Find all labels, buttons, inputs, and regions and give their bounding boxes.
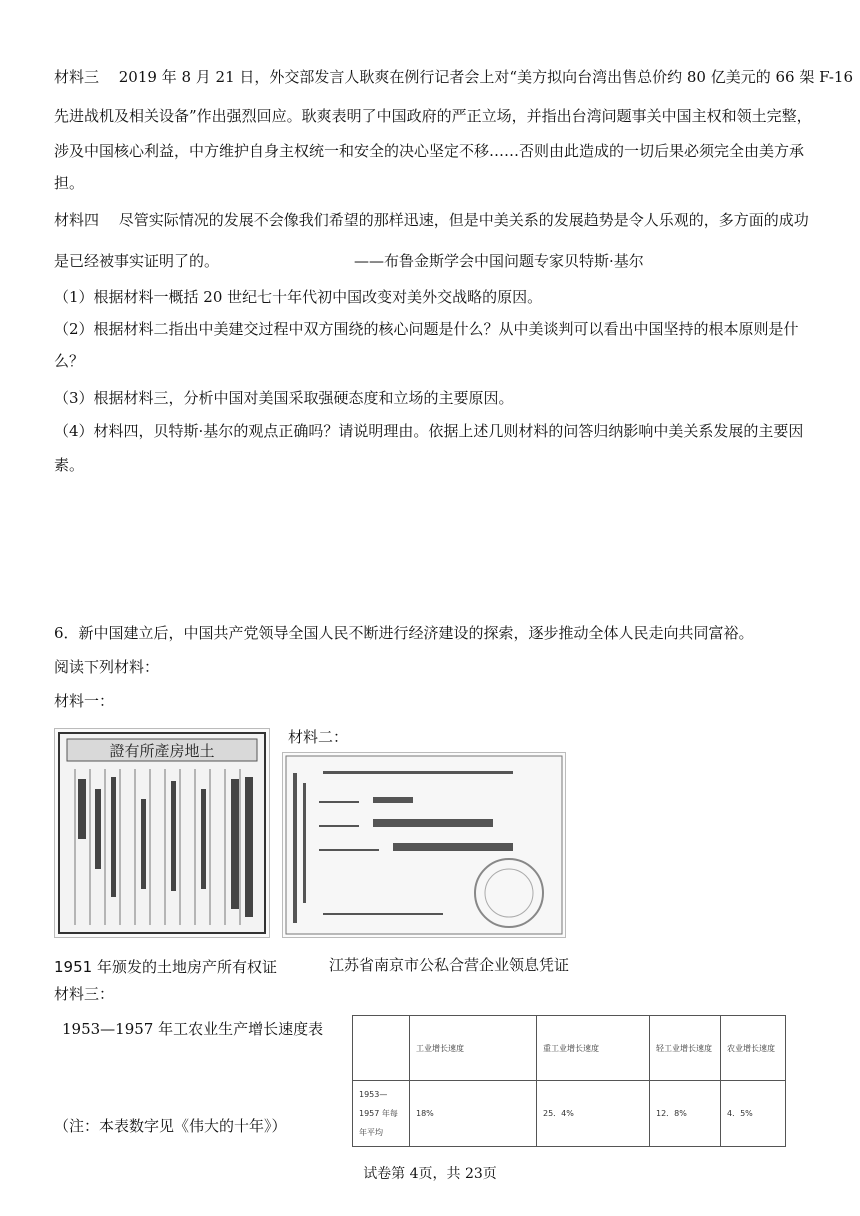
header-agriculture: 农业增长速度 bbox=[721, 1016, 786, 1081]
value-industry: 18% bbox=[410, 1081, 537, 1147]
material4-line2: 是已经被事实证明了的。 bbox=[54, 252, 220, 270]
material3-line2: 先进战机及相关设备”作出强烈回应。耿爽表明了中国政府的严正立场，并指出台湾问题事关中国主权和领土完整， bbox=[54, 107, 812, 125]
question-3: （3）根据材料三，分析中国对美国采取强硬态度和立场的主要原因。 bbox=[54, 389, 514, 407]
table-note: （注：本表数字见《伟大的十年》） bbox=[54, 1117, 287, 1135]
header-industry: 工业增长速度 bbox=[410, 1016, 537, 1081]
header-heavy-industry: 重工业增长速度 bbox=[537, 1016, 650, 1081]
material1-label: 材料一： bbox=[54, 692, 115, 710]
land-certificate-drawing bbox=[55, 729, 269, 937]
land-certificate-image bbox=[54, 728, 270, 938]
question-2b: 么？ bbox=[54, 352, 85, 370]
header-light-industry: 轻工业增长速度 bbox=[650, 1016, 721, 1081]
question-4a: （4）材料四，贝特斯·基尔的观点正确吗？请说明理由。依据上述几则材料的问答归纳影响中美关系发展的主要因 bbox=[54, 422, 804, 440]
material3-line1: 材料三 2019 年 8 月 21 日，外交部发言人耿爽在例行记者会上对“美方拟向台湾出售总价约 80 亿美元的 66 架 F-16 bbox=[54, 68, 853, 86]
question-1: （1）根据材料一概括 20 世纪七十年代初中国改变对美外交战略的原因。 bbox=[54, 288, 543, 306]
value-light-industry: 12．8% bbox=[650, 1081, 721, 1147]
material2-label: 材料二： bbox=[288, 728, 349, 746]
svg-text:證有所產房地土: 證有所產房地土 bbox=[109, 742, 215, 760]
dividend-voucher-image bbox=[282, 752, 566, 938]
value-heavy-industry: 25．4% bbox=[537, 1081, 650, 1147]
dividend-voucher-drawing bbox=[283, 753, 565, 937]
page-footer: 试卷第 4页，共 23页 bbox=[363, 1166, 497, 1182]
material2-caption: 江苏省南京市公私合营企业领息凭证 bbox=[329, 956, 570, 974]
material1-caption: 1951 年颁发的土地房产所有权证 bbox=[54, 958, 277, 976]
table-header-row bbox=[353, 1016, 786, 1081]
row-label: 1953—1957 年每年平均 bbox=[353, 1081, 410, 1147]
material4-attribution: ——布鲁金斯学会中国问题专家贝特斯·基尔 bbox=[354, 252, 644, 270]
question-4b: 素。 bbox=[54, 456, 85, 474]
material3-line4: 担。 bbox=[54, 174, 85, 192]
table-row bbox=[353, 1081, 786, 1147]
material3-label: 材料三： bbox=[54, 985, 115, 1003]
growth-speed-table bbox=[352, 1015, 786, 1147]
q6-title: 6．新中国建立后，中国共产党领导全国人民不断进行经济建设的探索，逐步推动全体人民走向共同富裕。 bbox=[54, 624, 754, 642]
q6-read: 阅读下列材料： bbox=[54, 658, 160, 676]
material3-line3: 涉及中国核心利益，中方维护自身主权统一和安全的决心坚定不移……否则由此造成的一切后果必须完全由美方承 bbox=[54, 142, 805, 160]
table-title: 1953—1957 年工农业生产增长速度表 bbox=[62, 1020, 324, 1038]
value-agriculture: 4．5% bbox=[721, 1081, 786, 1147]
header-empty bbox=[353, 1016, 410, 1081]
material4-line1: 材料四 尽管实际情况的发展不会像我们希望的那样迅速，但是中美关系的发展趋势是令人乐观的，多方面的成功 bbox=[54, 211, 809, 229]
question-2a: （2）根据材料二指出中美建交过程中双方围绕的核心问题是什么？从中美谈判可以看出中国坚持的根本原则是什 bbox=[54, 320, 799, 338]
